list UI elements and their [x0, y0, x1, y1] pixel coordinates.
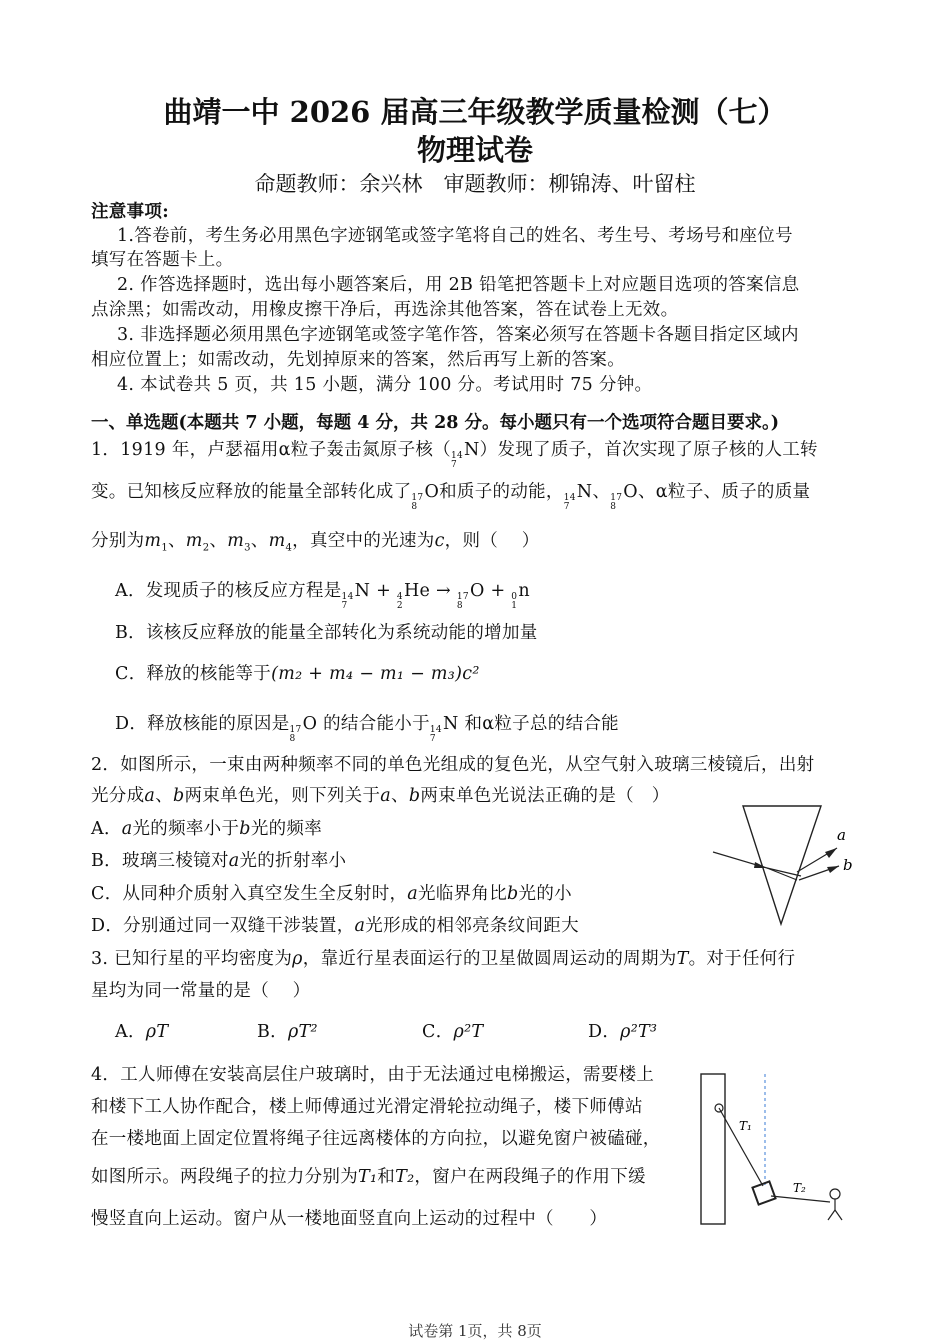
label-t2: T₂ [793, 1181, 806, 1195]
q2-option-d: D．分别通过同一双缝干涉装置，a光形成的相邻亮条纹间距大 [91, 916, 579, 936]
pulley-figure [695, 1068, 855, 1228]
notice-line: 4. 本试卷共 5 页，共 15 小题，满分 100 分。考试用时 75 分钟。 [117, 375, 653, 395]
q2-line2: 光分成a、b两束单色光，则下列关于a、b两束单色光说法正确的是（ ） [91, 786, 670, 806]
q2-option-c: C．从同种介质射入真空发生全反射时，a光临界角比b光的小 [91, 884, 572, 904]
q2-option-b: B．玻璃三棱镜对a光的折射率小 [91, 851, 347, 871]
notice-line: 填写在答题卡上。 [91, 250, 234, 270]
notice-line: 3. 非选择题必须用黑色字迹钢笔或签字笔作答，答案必须写在答题卡各题目指定区域内 [117, 325, 799, 345]
q3-option-d: D．ρ²T³ [588, 1022, 658, 1042]
q4-line3: 在一楼地面上固定位置将绳子往远离楼体的方向拉，以避免窗户被磕碰， [91, 1129, 661, 1149]
notice-line: 点涂黑；如需改动，用橡皮擦干净后，再选涂其他答案，答在试卷上无效。 [91, 300, 679, 320]
q2-option-a: A．a光的频率小于b光的频率 [91, 819, 323, 839]
q4-line1: 4．工人师傅在安装高层住户玻璃时，由于无法通过电梯搬运，需要楼上 [91, 1065, 655, 1085]
label-a: a [837, 826, 846, 844]
q1-option-b: B．该核反应释放的能量全部转化为系统动能的增加量 [115, 623, 538, 643]
q3-option-a: A．ρT [115, 1022, 169, 1042]
q2-line1: 2．如图所示，一束由两种频率不同的单色光组成的复色光，从空气射入玻璃三棱镜后，出射 [91, 755, 815, 775]
q1-option-a: A．发现质子的核反应方程是 14 7 N + 4 2 He → 17 8 O + 0 1 n [115, 581, 530, 611]
label-b: b [843, 856, 853, 874]
q1-line2: 变。已知核反应释放的能量全部转化成了 17 8 O和质子的动能， 14 7 N、 17 8 O、α粒子、质子的质量 [91, 482, 811, 512]
q3-option-b: B．ρT² [257, 1022, 318, 1042]
q4-line4: 如图所示。两段绳子的拉力分别为T₁和T₂，窗户在两段绳子的作用下缓 [91, 1167, 646, 1187]
q3-line1: 3. 已知行星的平均密度为ρ，靠近行星表面运行的卫星做圆周运动的周期为T。对于任何行 [91, 949, 796, 969]
page-footer: 试卷第 1页，共 8页 [408, 1322, 542, 1340]
notice-line: 相应位置上；如需改动，先划掉原来的答案，然后再写上新的答案。 [91, 350, 625, 370]
prism-figure [705, 800, 865, 930]
q4-line2: 和楼下工人协作配合，楼上师傅通过光滑定滑轮拉动绳子，楼下师傅站 [91, 1097, 643, 1117]
rope-t2 [771, 1196, 830, 1202]
notice-line: 1.答卷前，考生务必用黑色字迹钢笔或签字笔将自己的姓名、考生号、考场号和座位号 [117, 226, 793, 246]
notice-line: 2. 作答选择题时，选出每小题答案后，用 2B 铅笔把答题卡上对应题目选项的答案信息 [117, 275, 800, 295]
worker-head [830, 1189, 840, 1199]
window [752, 1181, 775, 1204]
q1-line1: 1．1919 年，卢瑟福用α粒子轰击氮原子核（ 14 7 N）发现了质子，首次实现了原子核的人工转 [91, 440, 818, 470]
incident-arrow [754, 862, 767, 868]
subject-title: 物理试卷 [416, 133, 533, 167]
q1-line3: 分别为$m_1$、$m_2$、$m_3$、$m_4$，真空中的光速为c，则（ ） [91, 531, 540, 554]
q1-option-d: D．释放核能的原因是 17 8 O 的结合能小于 14 7 N 和α粒子总的结合能 [115, 714, 619, 744]
q3-option-c: C．ρ²T [422, 1022, 484, 1042]
section-heading: 一、单选题(本题共 7 小题，每题 4 分，共 28 分。每小题只有一个选项符合题目要求。) [91, 413, 780, 433]
q3-line2: 星均为同一常量的是（ ） [91, 981, 311, 1001]
building-wall [701, 1074, 725, 1224]
q4-line5: 慢竖直向上运动。窗户从一楼地面竖直向上运动的过程中（ ） [91, 1209, 608, 1229]
teachers-line: 命题教师：余兴林 审题教师：柳锦涛、叶留柱 [254, 172, 696, 196]
notice-heading: 注意事项: [91, 202, 169, 222]
q1-option-c: C．释放的核能等于(m₂ + m₄ − m₁ − m₃)c² [115, 664, 480, 684]
exam-title: 曲靖一中 2026 届高三年级教学质量检测（七） [163, 95, 787, 129]
label-t1: T₁ [739, 1119, 752, 1133]
